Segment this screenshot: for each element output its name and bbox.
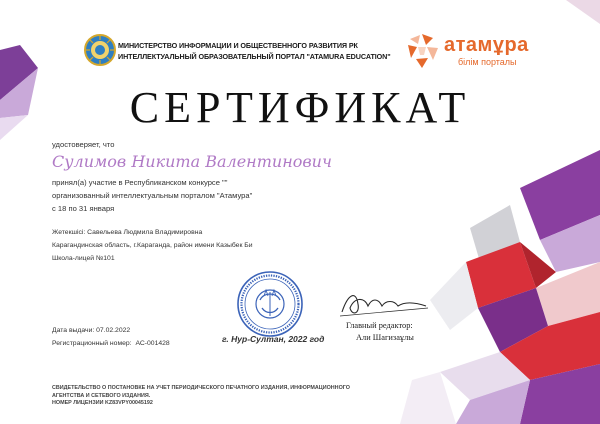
certifies-text: удостоверяет, что (52, 140, 115, 149)
supervisor-school: Школа-лицей №101 (52, 255, 115, 262)
ministry-line-2: ИНТЕЛЛЕКТУАЛЬНЫЙ ОБРАЗОВАТЕЛЬНЫЙ ПОРТАЛ "ATAMURA EDUCATION" (118, 51, 391, 61)
shard-pale-2 (400, 372, 456, 424)
ministry-header (118, 41, 391, 62)
editor-name: Али Шагизаұлы (356, 333, 414, 342)
brand-name: атамұра (444, 34, 529, 56)
registration-value: АС-001428 (135, 340, 170, 347)
editor-signature (338, 286, 430, 320)
supervisor-name: Жетекшісі: Савельева Людмила Владимировна (52, 229, 203, 236)
shard-pale-top-right (566, 0, 600, 24)
brand-subtitle: білім порталы (458, 57, 517, 67)
ministry-line-1: МИНИСТЕРСТВО ИНФОРМАЦИИ И ОБЩЕСТВЕННОГО РАЗВИТИЯ РК (118, 41, 358, 50)
official-stamp-icon (236, 270, 304, 338)
license-line-1: СВИДЕТЕЛЬСТВО О ПОСТАНОВКЕ НА УЧЕТ ПЕРИОДИЧЕСКОГО ПЕЧАТНОГО ИЗДАНИЯ, ИНФОРМАЦИОННОГО АГЕНТСТВА И СЕТЕВОГО ИЗДАНИЯ. (52, 385, 350, 399)
state-emblem-icon (84, 34, 116, 66)
participation-line: принял(а) участие в Республиканском конкурсе "" (52, 178, 228, 187)
dates-line: с 18 по 31 января (52, 204, 115, 213)
editor-role: Главный редактор: (346, 321, 413, 330)
atamura-logo-icon (402, 31, 442, 71)
organizer-line: организованный интеллектуальным порталом "Атамура" (52, 191, 253, 200)
registration-number (52, 340, 170, 347)
certificate-title: СЕРТИФИКАТ (129, 83, 471, 132)
issue-date: Дата выдачи: 07.02.2022 (52, 327, 131, 334)
license-footer (52, 385, 372, 408)
city-year: г. Нур-Султан, 2022 год (222, 334, 325, 344)
supervisor-region: Карагандинская область, г.Караганда, район имени Казыбек Би (52, 242, 253, 249)
recipient-name: Сулимов Никита Валентинович (52, 152, 332, 171)
registration-label: Регистрационный номер: (52, 340, 132, 347)
license-line-2: НОМЕР ЛИЦЕНЗИИ KZ83VPY00045192 (52, 400, 153, 406)
